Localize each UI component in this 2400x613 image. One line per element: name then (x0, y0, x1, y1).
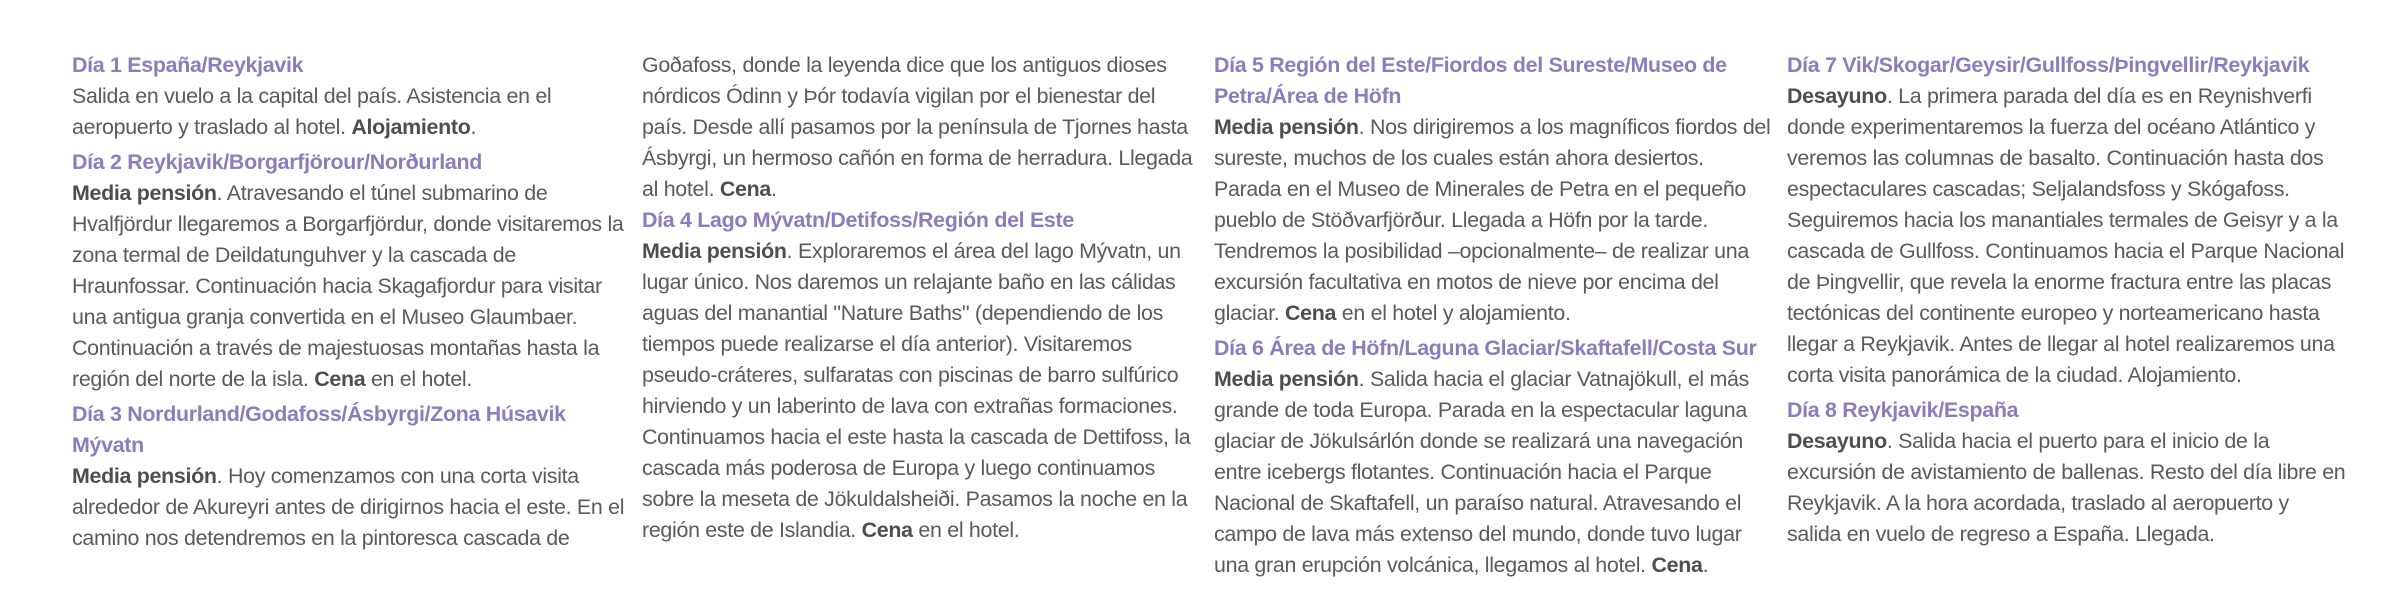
text-run: . Atravesando el túnel submarino de Hvalfjördur llegaremos a Borgarfjördur, donde visitaremos la zona termal de Deildatunguhver y la cascada de Hraunfossar. Continuación hacia Skagafjordur para visitar una antigua granja convertida en el Museo Glaumbaer. Continuación a través de majestuosas montañas hasta la región del norte de la isla. (72, 181, 624, 391)
day-entry (1787, 395, 2347, 550)
bold-term: Media pensión (642, 239, 787, 263)
column-4 (1787, 50, 2347, 554)
day-entry (1214, 50, 1774, 329)
bold-term: Media pensión (72, 464, 217, 488)
day-title: Día 5 Región del Este/Fiordos del Sureste/Museo de Petra/Área de Höfn (1214, 53, 1727, 108)
bold-term: Media pensión (1214, 115, 1359, 139)
bold-term: Media pensión (72, 181, 217, 205)
text-run: en el hotel. (365, 367, 473, 391)
bold-term: Alojamiento (351, 115, 471, 139)
day-title: Día 6 Área de Höfn/Laguna Glaciar/Skaftafell/Costa Sur (1214, 336, 1757, 360)
day-title: Día 7 Vik/Skogar/Geysir/Gullfoss/Þingvellir/Reykjavik (1787, 53, 2310, 77)
bold-term: Cena (1651, 553, 1703, 577)
text-run: . Salida hacia el glaciar Vatnajökull, el más grande de toda Europa. Parada en la espectacular laguna glaciar de Jökulsárlón donde se realizará una navegación entre icebergs flotantes. Continuación hacia el Parque Nacional de Skaftafell, un paraíso natural. Atravesando el campo de lava más extenso del mundo, donde tuvo lugar una gran erupción volcánica, llegamos al hotel. (1214, 367, 1750, 577)
text-run: . Exploraremos el área del lago Mývatn, un lugar único. Nos daremos un relajante baño en las cálidas aguas del manantial "Nature Baths" (dependiendo de los tiempos puede realizarse el día anterior). Visitaremos pseudo-cráteres, sulfaratas con piscinas de barro sulfúrico hirviendo y un laberinto de lava con extrañas formaciones. Continuamos hacia el este hasta la cascada de Dettifoss, la cascada más poderosa de Europa y luego continuamos sobre la meseta de Jökuldalsheiði. Pasamos la noche en la región este de Islandia. (642, 239, 1191, 542)
bold-term: Cena (1285, 301, 1337, 325)
day-entry (72, 50, 632, 143)
text-run: en el hotel. (912, 518, 1020, 542)
day-entry (72, 399, 632, 554)
column-1 (72, 50, 632, 558)
text-run: en el hotel y alojamiento. (1336, 301, 1571, 325)
text-run: Salida en vuelo a la capital del país. Asistencia en el aeropuerto y traslado al hotel. (72, 84, 552, 139)
text-run: . (470, 115, 477, 139)
day-entry (642, 205, 1202, 546)
day-entry (1787, 50, 2347, 391)
day-description (72, 461, 632, 554)
column-2 (642, 50, 1202, 550)
bold-term: Media pensión (1214, 367, 1359, 391)
day-description (72, 81, 632, 143)
text-run: . (1702, 553, 1709, 577)
text-run: . Nos dirigiremos a los magníficos fiordos del sureste, muchos de los cuales están ahora desiertos. Parada en el Museo de Minerales de Petra en el pequeño pueblo de Stöðvarfjörður. Llegada a Höfn por la tarde. Tendremos la posibilidad –opcionalmente– de realizar una excursión facultativa en motos de nieve por encima del glaciar. (1214, 115, 1771, 325)
column-3 (1214, 50, 1774, 585)
day-title: Día 2 Reykjavik/Borgarfjörour/Norðurland (72, 150, 482, 174)
day-entry (72, 147, 632, 395)
day-description (642, 236, 1202, 546)
day-description (1787, 426, 2347, 550)
bold-term: Cena (719, 177, 771, 201)
text-run: . Hoy comenzamos con una corta visita alrededor de Akureyri antes de dirigirnos hacia el este. En el camino nos detendremos en la pintoresca cascada de (72, 464, 625, 550)
day-title: Día 1 España/Reykjavik (72, 53, 304, 77)
bold-term: Cena (861, 518, 913, 542)
day-entry (1214, 333, 1774, 581)
text-run: . La primera parada del día es en Reynishverfi donde experimentaremos la fuerza del océano Atlántico y veremos las columnas de basalto. Continuación hasta dos espectaculares cascadas; Seljalandsfoss y Skógafoss. Seguiremos hacia los manantiales termales de Geisyr y a la cascada de Gullfoss. Continuamos hacia el Parque Nacional de Þingvellir, que revela la enorme fractura entre las placas tectónicas del continente europeo y norteamericano hasta llegar a Reykjavik. Antes de llegar al hotel realizaremos una corta visita panorámica de la ciudad. Alojamiento. (1787, 84, 2345, 387)
text-run: Goðafoss, donde la leyenda dice que los antiguos dioses nórdicos Ódinn y Þór todavía vigilan por el bienestar del país. Desde allí pasamos por la península de Tjornes hasta Ásbyrgi, un hermoso cañón en forma de herradura. Llegada al hotel. (642, 53, 1193, 201)
day-description (1787, 81, 2347, 391)
bold-term: Cena (314, 367, 366, 391)
day-title: Día 3 Nordurland/Godafoss/Ásbyrgi/Zona Húsavik Mývatn (72, 402, 566, 457)
day-description (1214, 364, 1774, 581)
text-run: . (770, 177, 777, 201)
day-description (72, 178, 632, 395)
day-title: Día 4 Lago Mývatn/Detifoss/Región del Este (642, 208, 1074, 232)
text-run: . Salida hacia el puerto para el inicio de la excursión de avistamiento de ballenas. Resto del día libre en Reykjavik. A la hora acordada, traslado al aeropuerto y salida en vuelo de regreso a España. Llegada. (1787, 429, 2346, 546)
day-description (1214, 112, 1774, 329)
bold-term: Desayuno (1787, 429, 1887, 453)
bold-term: Desayuno (1787, 84, 1887, 108)
continued-text (642, 50, 1202, 205)
day-title: Día 8 Reykjavik/España (1787, 398, 2019, 422)
